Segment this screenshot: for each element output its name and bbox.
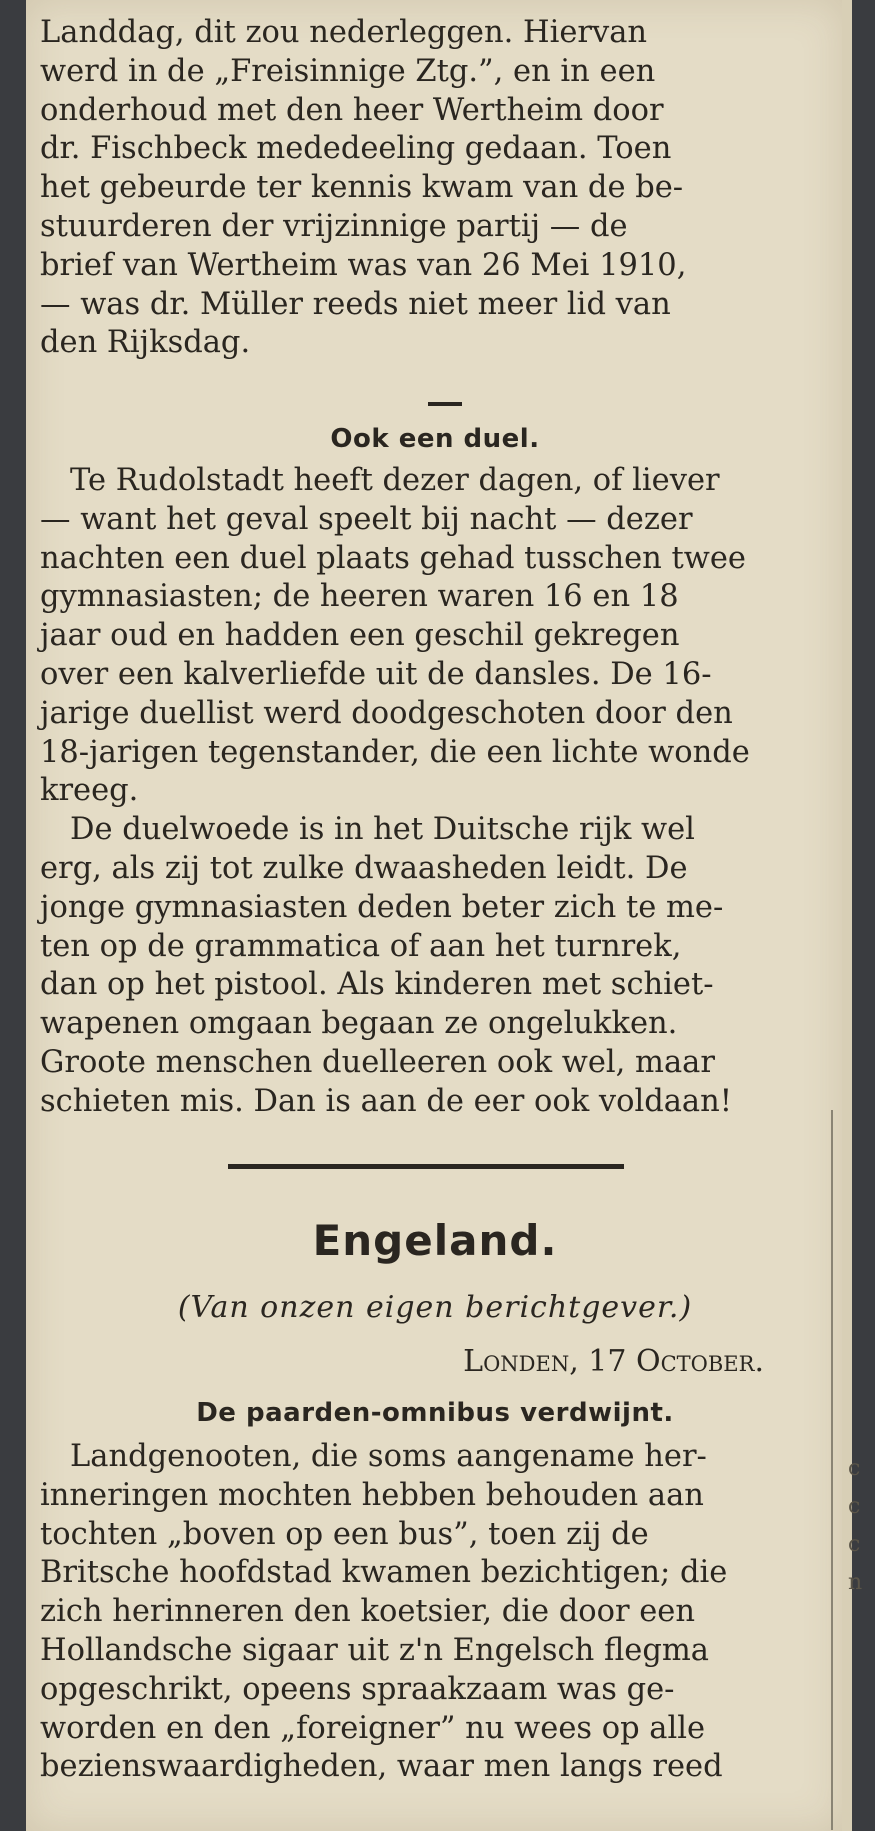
article-body	[40, 462, 830, 1122]
text-line: onderhoud met den heer Wertheim door	[40, 92, 664, 128]
text-line: Landgenooten, die soms aangename her-	[70, 1439, 707, 1474]
dateline: Londen, 17 October.	[463, 1344, 764, 1379]
text-line: opgeschrikt, opeens spraakzaam was ge-	[40, 1671, 675, 1707]
text-line: stuurderen der vrijzinnige partij — de	[40, 208, 628, 244]
article-body	[40, 1438, 830, 1787]
separator-dash	[428, 402, 462, 406]
article-continuation-paragraph	[40, 14, 830, 363]
text-line: den Rijksdag.	[40, 325, 251, 361]
text-line: gymnasiasten; de heeren waren 16 en 18	[40, 579, 679, 615]
text-line: kreeg.	[40, 773, 139, 809]
text-line: bezienswaardigheden, waar men langs reed	[40, 1749, 723, 1785]
text-line: worden en den „foreigner” nu wees op alle	[40, 1710, 706, 1746]
text-line: De duelwoede is in het Duitsche rijk wel	[70, 812, 695, 848]
text-line: het gebeurde ter kennis kwam van de be-	[40, 170, 684, 206]
article-paragraph	[40, 1438, 830, 1787]
text-line: tochten „boven op een bus”, toen zij de	[40, 1516, 649, 1552]
text-line: wapenen omgaan begaan ze ongelukken.	[40, 1006, 678, 1042]
column-rule	[831, 1110, 833, 1830]
text-line: dan op het pistool. Als kinderen met schiet-	[40, 967, 714, 1003]
section-rule	[228, 1164, 624, 1169]
article-paragraph	[40, 462, 830, 811]
byline: (Van onzen eigen berichtgever.)	[177, 1290, 693, 1325]
article-heading: Ook een duel.	[330, 424, 540, 454]
margin-letter: c	[848, 1456, 861, 1481]
text-line: jaar oud en hadden een geschil gekregen	[40, 618, 680, 654]
text-line: Hollandsche sigaar uit z'n Engelsch flegma	[40, 1632, 709, 1668]
text-line: nachten een duel plaats gehad tusschen twee	[40, 540, 746, 576]
text-line: — want het geval speelt bij nacht — dezer	[40, 501, 693, 537]
margin-letter: n	[848, 1570, 863, 1595]
text-line: inneringen mochten hebben behouden aan	[40, 1477, 704, 1513]
article-paragraph	[40, 811, 830, 1121]
text-line: zich herinneren den koetsier, die door een	[40, 1594, 696, 1630]
article-continuation	[40, 14, 830, 363]
text-line: Groote menschen duelleeren ook wel, maar	[40, 1044, 715, 1080]
text-line: Landdag, dit zou nederleggen. Hiervan	[40, 15, 648, 50]
text-line: jonge gymnasiasten deden beter zich te me-	[40, 889, 724, 925]
neighbouring-column-fragment	[848, 1450, 862, 1602]
text-line: Te Rudolstadt heeft dezer dagen, of liever	[70, 463, 720, 498]
text-line: Britsche hoofdstad kwamen bezichtigen; die	[40, 1555, 728, 1591]
text-line: schieten mis. Dan is aan de eer ook voldaan!	[40, 1083, 733, 1119]
margin-letter: c	[848, 1494, 861, 1519]
section-title: Engeland.	[312, 1216, 558, 1265]
text-line: werd in de „Freisinnige Ztg.”, en in een	[40, 53, 656, 89]
text-line: — was dr. Müller reeds niet meer lid van	[40, 286, 671, 322]
article-heading: De paarden-omnibus verdwijnt.	[196, 1398, 674, 1428]
text-line: erg, als zij tot zulke dwaasheden leidt. De	[40, 850, 688, 886]
text-line: ten op de grammatica of aan het turnrek,	[40, 928, 682, 964]
text-line: brief van Wertheim was van 26 Mei 1910,	[40, 247, 687, 283]
text-line: jarige duellist werd doodgeschoten door den	[40, 695, 733, 731]
margin-letter: c	[848, 1532, 861, 1557]
text-line: 18-jarigen tegenstander, die een lichte wonde	[40, 734, 750, 770]
text-line: over een kalverliefde uit de dansles. De 16-	[40, 656, 712, 692]
text-line: dr. Fischbeck mededeeling gedaan. Toen	[40, 131, 672, 167]
